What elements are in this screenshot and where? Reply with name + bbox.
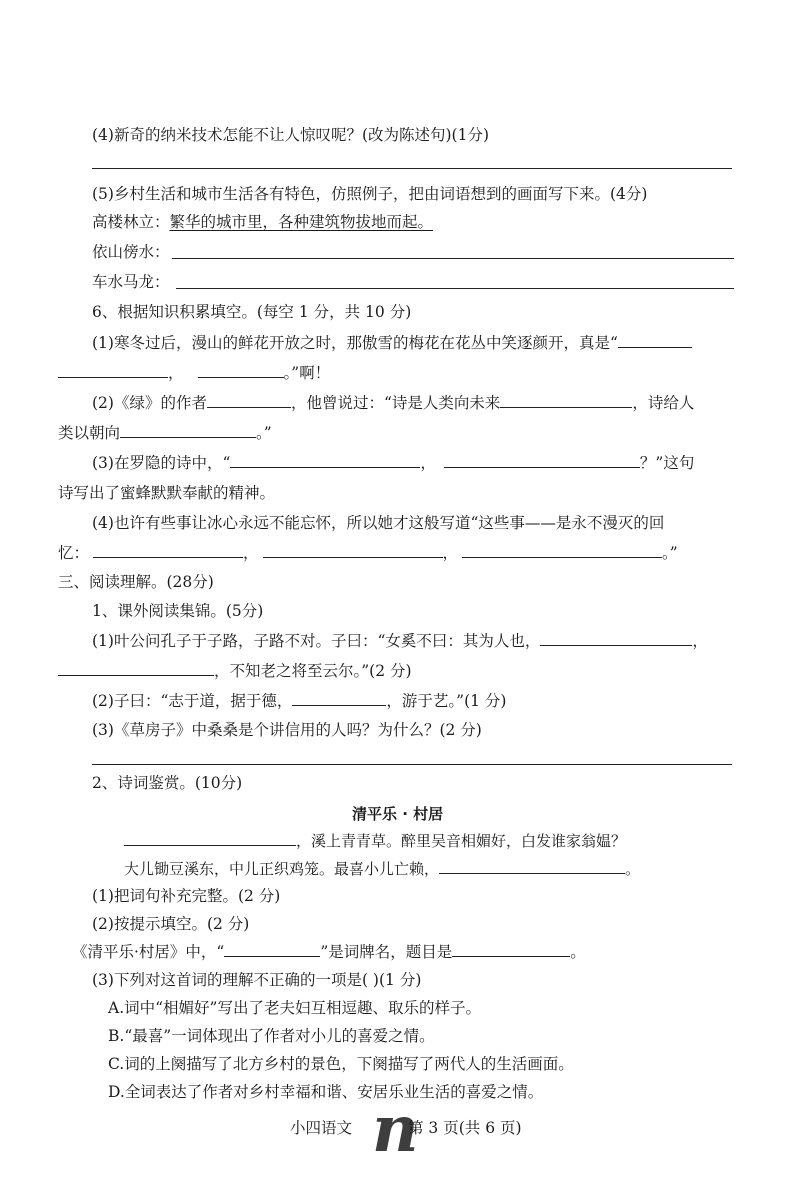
option-b[interactable]: B.“最喜”一词体现出了作者对小儿的喜爱之情。 bbox=[108, 1027, 435, 1045]
question-6-3: (3)在罗隐的诗中，“ ， ？”这句 bbox=[92, 454, 695, 472]
option-a[interactable]: A.词中“相媚好”写出了老夫妇互相逗趣、取乐的样子。 bbox=[108, 999, 481, 1017]
blank[interactable] bbox=[444, 452, 640, 468]
answer-line[interactable] bbox=[92, 168, 732, 169]
question-5-4: (4)新奇的纳米技术怎能不让人惊叹呢？(改为陈述句)(1分) bbox=[92, 126, 490, 144]
answer-line[interactable] bbox=[172, 258, 734, 259]
reading-1-1-cont: ，不知老之将至云尔。”(2 分) bbox=[58, 660, 412, 682]
blank[interactable] bbox=[93, 542, 243, 558]
option-c[interactable]: C.词的上阕描写了北方乡村的景色，下阕描写了两代人的生活画面。 bbox=[108, 1055, 574, 1073]
poem-line-2: 大儿锄豆溪东，中儿正织鸡笼。最喜小儿亡赖， 。 bbox=[124, 860, 641, 878]
item-label: 车水马龙： bbox=[92, 273, 170, 291]
blank[interactable] bbox=[462, 542, 662, 558]
poem-q1: (1)把词句补充完整。(2 分) bbox=[92, 887, 281, 905]
example-label: 高楼林立： bbox=[92, 213, 170, 231]
question-6-3-cont: 诗写出了蜜蜂默默奉献的精神。 bbox=[58, 484, 276, 502]
example-answer: 繁华的城市里，各种建筑物拔地而起。 bbox=[169, 213, 434, 231]
blank[interactable] bbox=[263, 542, 443, 558]
blank[interactable] bbox=[452, 941, 570, 957]
poem-title: 清平乐 · 村居 bbox=[352, 805, 444, 823]
reading-1-2: (2)子曰：“志于道，据于德， ，游于艺。”(1 分) bbox=[92, 692, 507, 710]
blank[interactable] bbox=[500, 392, 632, 408]
question-6-4: (4)也许有些事让冰心永远不能忘怀，所以她才这般写道“这些事——是永不漫灭的回 bbox=[92, 514, 665, 532]
section-3-header: 三、阅读理解。(28分) bbox=[58, 573, 214, 591]
reading-1-1: (1)叶公问孔子于子路，子路不对。子曰：“女奚不曰：其为人也， ， bbox=[92, 632, 708, 650]
item-label: 依山傍水： bbox=[92, 243, 170, 261]
blank[interactable] bbox=[292, 690, 386, 706]
blank[interactable] bbox=[58, 362, 168, 378]
blank[interactable] bbox=[224, 941, 320, 957]
footer-label: 小四语文 bbox=[290, 1119, 353, 1137]
footer-page-number: 第 3 页(共 6 页) bbox=[408, 1119, 522, 1137]
poem-q3: (3)下列对这首词的理解不正确的一项是( )(1 分) bbox=[92, 971, 422, 989]
watermark-logo: n bbox=[372, 1092, 419, 1167]
example-row bbox=[92, 211, 433, 233]
blank[interactable] bbox=[207, 392, 291, 408]
question-6-2: (2)《绿》的作者 ，他曾说过：“诗是人类向未来 ，诗给人 bbox=[92, 394, 695, 412]
blank[interactable] bbox=[124, 830, 296, 846]
question-6-1-cont: ， 。”啊！ bbox=[58, 362, 330, 384]
poem-line-1: ，溪上青青草。醉里吴音相媚好，白发谁家翁媪？ bbox=[124, 830, 626, 852]
blank[interactable] bbox=[198, 362, 284, 378]
reading-1-header: 1、课外阅读集锦。(5分) bbox=[92, 602, 264, 620]
reading-1-3: (3)《草房子》中桑桑是个讲信用的人吗？为什么？(2 分) bbox=[92, 721, 482, 739]
reading-2-header: 2、诗词鉴赏。(10分) bbox=[92, 774, 243, 792]
blank[interactable] bbox=[540, 630, 692, 646]
question-6-header: 6、根据知识积累填空。(每空 1 分，共 10 分) bbox=[92, 303, 412, 321]
option-d[interactable]: D.全词表达了作者对乡村幸福和谐、安居乐业生活的喜爱之情。 bbox=[108, 1083, 544, 1101]
question-6-1: (1)寒冬过后，漫山的鲜花开放之时，那傲雪的梅花在花丛中笑逐颜开，真是“ bbox=[92, 332, 692, 354]
question-5-5: (5)乡村生活和城市生活各有特色，仿照例子，把由词语想到的画面写下来。(4分) bbox=[92, 185, 648, 203]
question-6-2-cont: 类以朝向 。” bbox=[58, 424, 272, 442]
poem-q2: (2)按提示填空。(2 分) bbox=[92, 915, 250, 933]
blank[interactable] bbox=[439, 858, 625, 874]
blank[interactable] bbox=[230, 452, 420, 468]
blank[interactable] bbox=[58, 660, 214, 676]
answer-line[interactable] bbox=[92, 764, 732, 765]
question-6-4-cont: 忆： ， ， 。” bbox=[58, 544, 678, 562]
poem-q2-fill: 《清平乐·村居》中，“ ”是词牌名，题目是 。 bbox=[72, 943, 586, 961]
blank[interactable] bbox=[618, 332, 692, 348]
answer-line[interactable] bbox=[176, 288, 734, 289]
blank[interactable] bbox=[120, 422, 256, 438]
